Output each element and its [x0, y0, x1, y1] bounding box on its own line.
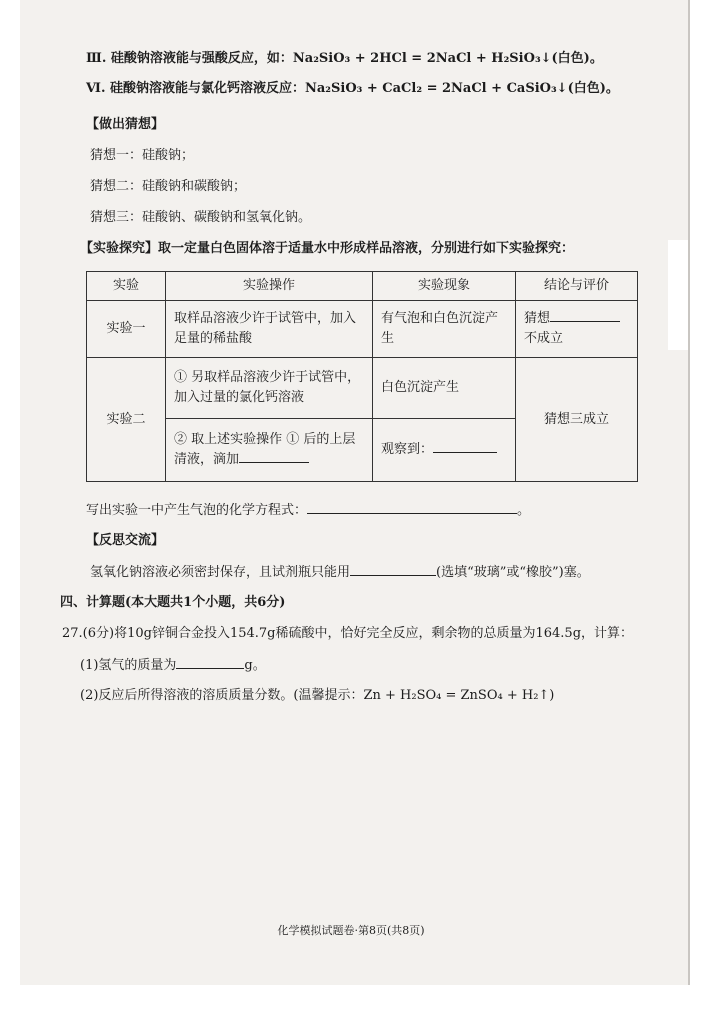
guess-1: 猜想一：硅酸钠； — [90, 148, 195, 163]
q27-stem: 27.(6分)将10g锌铜合金投入154.7g稀硫酸中，恰好完全反应，剩余物的总质量为164.5g，计算： — [62, 626, 634, 641]
exp2-reagent-blank[interactable] — [239, 450, 309, 463]
exp1-answer-blank[interactable] — [550, 309, 620, 322]
table-row-exp2-a — [87, 358, 638, 419]
equation-question-text: 写出实验一中产生气泡的化学方程式： — [86, 503, 308, 518]
header-experiment: 实验 — [87, 272, 166, 301]
header-conclusion: 结论与评价 — [516, 272, 638, 301]
reflection-text-prefix: 氢氧化钠溶液必须密封保存，且试剂瓶只能用 — [90, 565, 351, 580]
equation-question-end: 。 — [517, 503, 531, 518]
q27-part2: (2)反应后所得溶液的溶质质量分数。(温馨提示：Zn + H₂SO₄ = ZnSO₄ + H₂↑) — [80, 688, 555, 703]
exp2-op2-text: ② 取上述实验操作 ① 后的上层清液，滴加 — [174, 432, 356, 467]
reflection-text-suffix: (选填“玻璃”或“橡胶”)塞。 — [436, 565, 590, 580]
table-header-row — [87, 272, 638, 301]
torn-edge — [668, 240, 688, 350]
guess-heading: 【做出猜想】 — [86, 117, 165, 132]
exp2-observation-blank[interactable] — [433, 440, 497, 453]
guess-2: 猜想二：硅酸钠和碳酸钠； — [90, 179, 247, 194]
exp2-conclusion: 猜想三成立 — [516, 358, 638, 482]
exp2-op2 — [166, 419, 373, 482]
stopper-blank[interactable] — [350, 563, 436, 576]
header-operation: 实验操作 — [166, 272, 373, 301]
exp1-conclusion-prefix: 猜想 — [524, 311, 551, 326]
exp2-ph2 — [373, 419, 516, 482]
exp1-phenomenon: 有气泡和白色沉淀产生 — [373, 301, 516, 358]
fact-6: Ⅵ. 硅酸钠溶液能与氯化钙溶液反应：Na₂SiO₃ + CaCl₂ = 2NaCl + CaSiO₃↓(白色)。 — [86, 81, 619, 96]
guess-3: 猜想三：硅酸钠、碳酸钠和氢氧化钠。 — [90, 210, 312, 225]
q27-part1-prefix: (1)氢气的质量为 — [80, 658, 177, 673]
hydrogen-mass-blank[interactable] — [176, 656, 244, 669]
exp1-operation: 取样品溶液少许于试管中，加入足量的稀盐酸 — [166, 301, 373, 358]
exp2-name: 实验二 — [87, 358, 166, 482]
exp1-conclusion — [516, 301, 638, 358]
exp1-conclusion-suffix: 不成立 — [524, 331, 564, 346]
exp2-ph1: 白色沉淀产生 — [373, 358, 516, 419]
experiment-table — [86, 271, 638, 482]
equation-question — [86, 501, 530, 520]
fact-3: Ⅲ. 硅酸钠溶液能与强酸反应，如：Na₂SiO₃ + 2HCl = 2NaCl + H₂SiO₃↓(白色)。 — [86, 51, 603, 66]
equation-blank[interactable] — [307, 501, 517, 514]
exp2-op1: ① 另取样品溶液少许于试管中，加入过量的氯化钙溶液 — [166, 358, 373, 419]
q27-part1-suffix: g。 — [244, 658, 266, 673]
header-phenomenon: 实验现象 — [373, 272, 516, 301]
exp2-ph2-text: 观察到： — [381, 442, 434, 457]
explore-intro: 【实验探究】取一定量白色固体溶于适量水中形成样品溶液，分别进行如下实验探究： — [80, 241, 575, 256]
page-footer: 化学模拟试题卷·第8页(共8页) — [277, 924, 425, 937]
reflection-text — [90, 563, 590, 582]
section-4-title: 四、计算题(本大题共1个小题，共6分) — [60, 595, 286, 610]
table-row-exp1 — [87, 301, 638, 358]
reflection-heading: 【反思交流】 — [86, 533, 165, 548]
q27-part1 — [80, 656, 266, 675]
exp1-name: 实验一 — [87, 301, 166, 358]
